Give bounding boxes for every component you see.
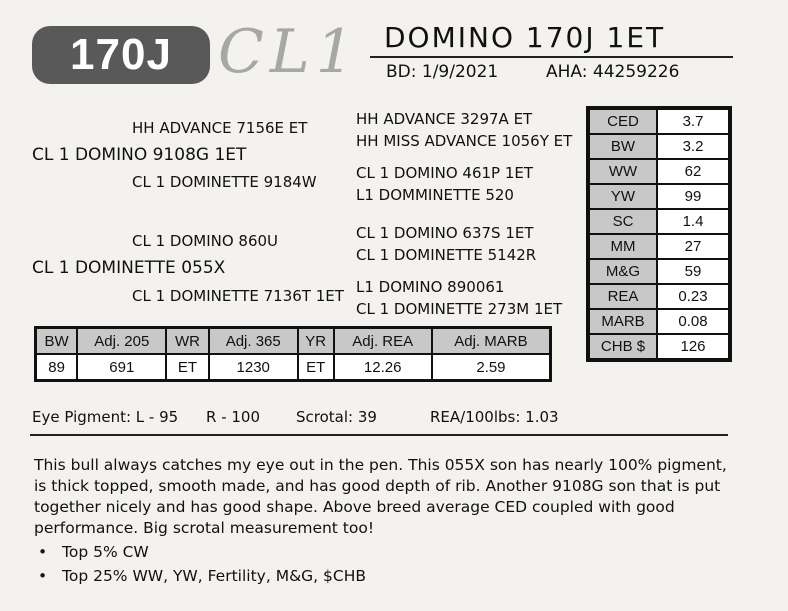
epd-value: 3.2 (657, 134, 730, 159)
pedigree-dam-sire: CL 1 DOMINO 860U (132, 232, 279, 250)
pedigree-sire-sire: HH ADVANCE 7156E ET (132, 119, 308, 137)
epd-value: 59 (657, 259, 730, 284)
epd-label: WW (588, 159, 657, 184)
epd-row (588, 209, 730, 234)
pedigree-sire-sire-dam: HH MISS ADVANCE 1056Y ET (356, 132, 573, 150)
pedigree-sire: CL 1 DOMINO 9108G 1ET (32, 145, 247, 165)
title-divider (370, 56, 733, 58)
pedigree-dam-dam-dam: CL 1 DOMINETTE 273M 1ET (356, 300, 563, 318)
epd-row (588, 234, 730, 259)
performance-header: YR (298, 328, 334, 355)
epd-label: MM (588, 234, 657, 259)
performance-value: 691 (77, 354, 166, 381)
highlight-bullet (38, 543, 149, 561)
pedigree-dam-sire-dam: CL 1 DOMINETTE 5142R (356, 246, 537, 264)
highlight-bullet (38, 567, 366, 585)
pedigree-dam-sire-sire: CL 1 DOMINO 637S 1ET (356, 224, 534, 242)
performance-header: WR (166, 328, 208, 355)
epd-label: YW (588, 184, 657, 209)
eye-pigment-left: Eye Pigment: L - 95 (32, 408, 179, 426)
pedigree-sire-dam-dam: L1 DOMMINETTE 520 (356, 186, 514, 204)
performance-header: Adj. MARB (432, 328, 551, 355)
pedigree-dam: CL 1 DOMINETTE 055X (32, 258, 226, 278)
performance-value: ET (298, 354, 334, 381)
epd-row (588, 284, 730, 309)
pedigree-dam-dam: CL 1 DOMINETTE 7136T 1ET (132, 287, 344, 305)
performance-value: ET (166, 354, 208, 381)
performance-value-row (36, 354, 551, 381)
epd-label: CHB $ (588, 334, 657, 360)
epd-value: 62 (657, 159, 730, 184)
epd-row (588, 309, 730, 334)
epd-label: M&G (588, 259, 657, 284)
epd-row (588, 134, 730, 159)
epd-label: BW (588, 134, 657, 159)
performance-value: 89 (36, 354, 78, 381)
eye-pigment-right: R - 100 (206, 408, 261, 426)
epd-label: MARB (588, 309, 657, 334)
epd-row (588, 184, 730, 209)
epd-label: SC (588, 209, 657, 234)
performance-table (34, 326, 552, 382)
bullet-text: Top 25% WW, YW, Fertility, M&G, $CHB (62, 567, 366, 585)
epd-label: CED (588, 108, 657, 134)
epd-value: 126 (657, 334, 730, 360)
herd-prefix-logo: CL1 (218, 17, 360, 87)
epd-value: 0.23 (657, 284, 730, 309)
registration-number: AHA: 44259226 (546, 62, 680, 82)
epd-label: REA (588, 284, 657, 309)
description-text: This bull always catches my eye out in the pen. This 055X son has nearly 100% pigment, is thick topped, smooth made, and has good depth of rib. Another 9108G son that is put together nicely and has good shape. Above breed average CED coupled with good performance. Big scrotal measurement too! (34, 456, 727, 537)
pedigree-sire-sire-sire: HH ADVANCE 3297A ET (356, 110, 533, 128)
pedigree-sire-dam: CL 1 DOMINETTE 9184W (132, 173, 317, 191)
performance-header: BW (36, 328, 78, 355)
epd-row (588, 159, 730, 184)
performance-header: Adj. 205 (77, 328, 166, 355)
performance-value: 12.26 (334, 354, 432, 381)
scrotal-measurement: Scrotal: 39 (296, 408, 377, 426)
performance-value: 1230 (209, 354, 298, 381)
epd-value: 1.4 (657, 209, 730, 234)
birth-date: BD: 1/9/2021 (386, 62, 499, 82)
pedigree-sire-dam-sire: CL 1 DOMINO 461P 1ET (356, 164, 534, 182)
epd-value: 0.08 (657, 309, 730, 334)
bullet-text: Top 5% CW (62, 543, 149, 561)
epd-row (588, 108, 730, 134)
performance-header: Adj. REA (334, 328, 432, 355)
epd-row (588, 334, 730, 360)
epd-row (588, 259, 730, 284)
epd-table (586, 106, 732, 362)
epd-value: 99 (657, 184, 730, 209)
performance-header-row (36, 328, 551, 355)
epd-value: 27 (657, 234, 730, 259)
bullet-icon: • (38, 567, 48, 585)
bullet-icon: • (38, 543, 48, 561)
performance-value: 2.59 (432, 354, 551, 381)
lot-number-badge: 170J (32, 26, 210, 84)
pedigree-dam-dam-sire: L1 DOMINO 890061 (356, 278, 505, 296)
rea-per-100lbs: REA/100lbs: 1.03 (430, 408, 559, 426)
animal-name: DOMINO 170J 1ET (384, 21, 666, 54)
stats-divider (30, 434, 728, 436)
epd-value: 3.7 (657, 108, 730, 134)
performance-header: Adj. 365 (209, 328, 298, 355)
